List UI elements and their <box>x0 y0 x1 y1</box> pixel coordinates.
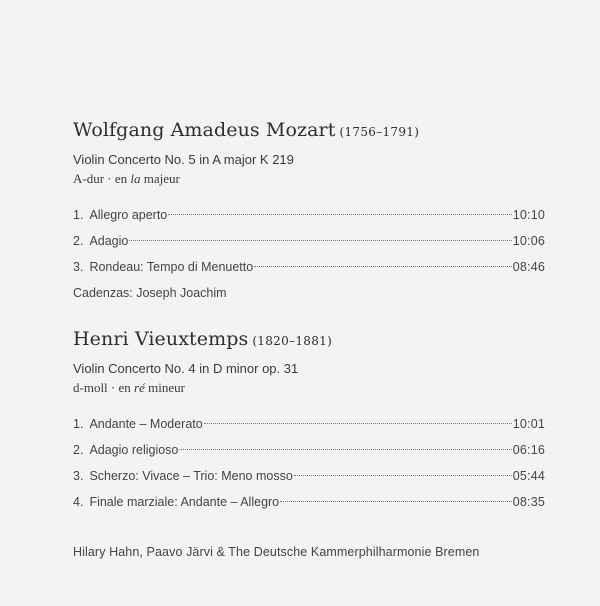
track-title: Adagio religioso <box>89 443 179 457</box>
track-title: Finale marziale: Andante – Allegro <box>89 495 280 509</box>
key-german: A-dur <box>73 171 105 186</box>
performer-credits: Hilary Hahn, Paavo Järvi & The Deutsche Kammerphilharmonie Bremen <box>73 545 480 559</box>
track-number: 1. <box>73 208 84 222</box>
track-row <box>73 202 545 228</box>
track-duration: 05:44 <box>512 469 545 483</box>
track-row <box>73 254 545 280</box>
track-duration: 10:01 <box>512 417 545 431</box>
key-line <box>73 170 545 188</box>
dot-leader <box>168 214 511 215</box>
key-french-note: ré <box>134 380 145 395</box>
track-duration: 08:35 <box>512 495 545 509</box>
key-german: d-moll <box>73 380 108 395</box>
dot-leader <box>204 423 512 424</box>
dot-leader <box>254 266 512 267</box>
track-number: 3. <box>73 260 84 274</box>
track-duration: 10:10 <box>512 208 545 222</box>
work-title: Violin Concerto No. 4 in D minor op. 31 <box>73 361 299 376</box>
composer-section-mozart <box>73 116 545 303</box>
key-line <box>73 379 545 397</box>
key-french-mode: mineur <box>144 380 185 395</box>
track-duration: 06:16 <box>512 443 545 457</box>
track-number: 2. <box>73 443 84 457</box>
track-row <box>73 411 545 437</box>
track-title: Allegro aperto <box>89 208 168 222</box>
track-title: Scherzo: Vivace – Trio: Meno mosso <box>89 469 293 483</box>
composer-heading <box>73 325 545 355</box>
composer-name: Henri Vieuxtemps <box>73 328 249 350</box>
track-row <box>73 228 545 254</box>
track-number: 3. <box>73 469 84 483</box>
dot-leader <box>129 240 511 241</box>
track-row <box>73 463 545 489</box>
track-list <box>73 202 545 280</box>
track-number: 2. <box>73 234 84 248</box>
track-number: 4. <box>73 495 84 509</box>
track-row <box>73 437 545 463</box>
dot-leader <box>294 475 512 476</box>
track-number: 1. <box>73 417 84 431</box>
composer-section-vieuxtemps <box>73 325 545 515</box>
dot-leader <box>179 449 511 450</box>
composer-dates: (1756–1791) <box>339 125 420 139</box>
track-title: Andante – Moderato <box>89 417 203 431</box>
key-french-note: la <box>130 171 141 186</box>
key-separator: · en <box>104 171 131 186</box>
track-list <box>73 411 545 515</box>
composer-dates: (1820–1881) <box>252 334 333 348</box>
track-title: Rondeau: Tempo di Menuetto <box>89 260 254 274</box>
work-title: Violin Concerto No. 5 in A major K 219 <box>73 152 294 167</box>
key-separator: · en <box>107 380 135 395</box>
track-duration: 08:46 <box>512 260 545 274</box>
track-duration: 10:06 <box>512 234 545 248</box>
track-title: Adagio <box>89 234 129 248</box>
key-french-mode: majeur <box>140 171 180 186</box>
composer-name: Wolfgang Amadeus Mozart <box>73 119 336 141</box>
cadenza-credit: Cadenzas: Joseph Joachim <box>73 286 227 300</box>
composer-heading <box>73 116 545 146</box>
dot-leader <box>280 501 512 502</box>
track-row <box>73 489 545 515</box>
